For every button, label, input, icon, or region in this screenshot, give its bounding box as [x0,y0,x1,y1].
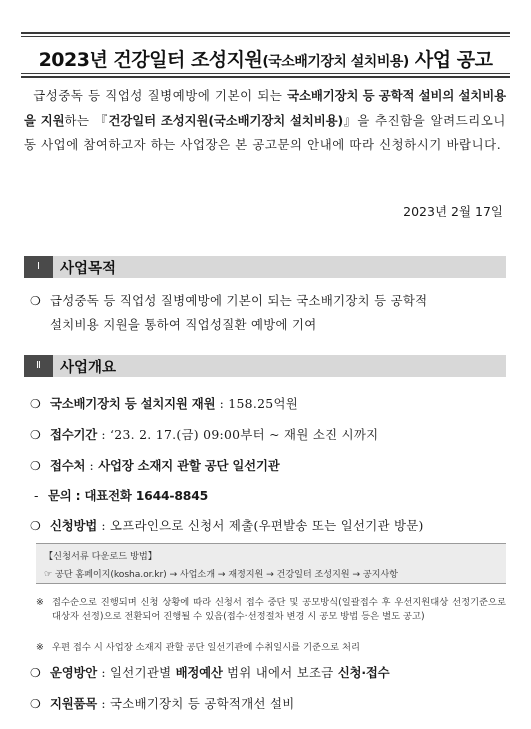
budget-value: 158.25억원 [228,396,298,411]
purpose-line-1: 급성중독 등 직업성 질병예방에 기본이 되는 국소배기장치 등 공학적 [50,293,428,308]
download-path: ☞ 공단 홈페이지(kosha.or.kr) → 사업소개 → 재정지원 → 건강일터 조성지원 → 공지사항 [44,569,398,580]
office-value: 사업장 소재지 관할 공단 일선기관 [98,458,280,473]
dash-bullet: - [34,488,39,503]
circle-bullet-icon: ❍ [30,459,42,473]
announcement-date: 2023년 2월 17일 [403,204,503,219]
separator: : [85,458,99,473]
section-header-overview [24,355,506,377]
note-2-text: 우편 접수 시 사업장 소재지 관할 공단 일선기관에 수취일시를 기준으로 처리 [52,642,360,653]
separator: : [97,696,111,711]
title-box [21,32,510,78]
method-value: 오프라인으로 신청서 제출(우편발송 또는 일선기관 방문) [110,518,424,533]
operation-item [30,661,505,685]
period-label: 접수기간 [50,427,98,442]
method-label: 신청방법 [50,518,98,533]
operation-bold-1: 배정예산 [175,665,223,680]
support-items-item [30,692,505,716]
note-1-text: 접수순으로 진행되며 신청 상황에 따라 신청서 접수 중단 및 공모방식(일괄접수 후 우선지원대상 선정기준으로 대상자 선정)으로 전환되어 진행될 수 있음(접수·선정절차 변경 시 공모 방법 등은 별도 공고) [52,597,506,622]
inquiry-item [34,484,509,508]
operation-bold-2: 신청·접수 [337,665,390,680]
note-2 [36,641,506,655]
office-label: 접수처 [50,458,86,473]
page-title [21,45,510,72]
reference-mark-icon: ※ [36,642,44,653]
download-guide-title: 【신청서류 다운로드 방법】 [44,551,157,562]
budget-label: 국소배기장치 등 설치지원 재원 [50,396,216,411]
purpose-item [30,289,505,337]
download-guide-box [36,543,506,584]
circle-bullet-icon: ❍ [30,428,42,442]
title-paren: (국소배기장치 설치비용) [262,54,409,70]
note-1 [36,596,506,623]
intro-text-1: 급성중독 등 직업성 질병예방에 기본이 되는 [33,88,288,103]
circle-bullet-icon: ❍ [30,397,42,411]
operation-text-2: 범위 내에서 보조금 [222,665,338,680]
section-header-purpose [24,256,506,278]
support-items-label: 지원품목 [50,696,98,711]
intro-bold-1: 국소배기장치 등 공학적 설비의 설치비용을 지원 [24,88,507,128]
circle-bullet-icon: ❍ [30,697,42,711]
section-title: 사업목적 [60,261,117,277]
intro-paragraph [24,84,506,158]
method-item [30,514,505,538]
separator: : [71,488,85,503]
inquiry-phone: 대표전화 1644-8845 [84,488,209,503]
inquiry-label: 문의 [48,488,72,503]
section-title: 사업개요 [60,360,117,376]
intro-bold-2: 건강일터 조성지원(국소배기장치 설치비용) [108,112,344,128]
circle-bullet-icon: ❍ [30,519,42,533]
budget-item [30,392,505,416]
operation-text-1: 일선기관별 [110,665,176,680]
support-items-value: 국소배기장치 등 공학적개선 설비 [110,696,295,711]
title-main: 2023년 건강일터 조성지원 [38,49,263,71]
circle-bullet-icon: ❍ [30,294,42,308]
title-tail: 사업 공고 [408,49,493,71]
intro-text-3: 』을 추진함을 알려드리오니 동 사업에 참여하고자 하는 사업장은 본 공고문의 안내에 따라 신청하시기 바랍니다. [24,112,506,153]
period-value: ‘23. 2. 17.(금) 09:00부터 ~ 재원 소진 시까지 [110,427,379,442]
section-number: Ⅰ [24,256,53,278]
section-number: Ⅱ [24,355,53,377]
separator: : [97,665,111,680]
intro-text-2: 하는 『 [64,112,109,128]
separator: : [97,518,111,533]
purpose-line-2: 설치비용 지원을 통하여 직업성질환 예방에 기여 [50,317,317,332]
operation-label: 운영방안 [50,665,98,680]
reference-mark-icon: ※ [36,597,44,608]
period-item [30,423,505,447]
separator: : [215,396,229,411]
circle-bullet-icon: ❍ [30,666,42,680]
office-item [30,454,505,478]
separator: : [97,427,111,442]
